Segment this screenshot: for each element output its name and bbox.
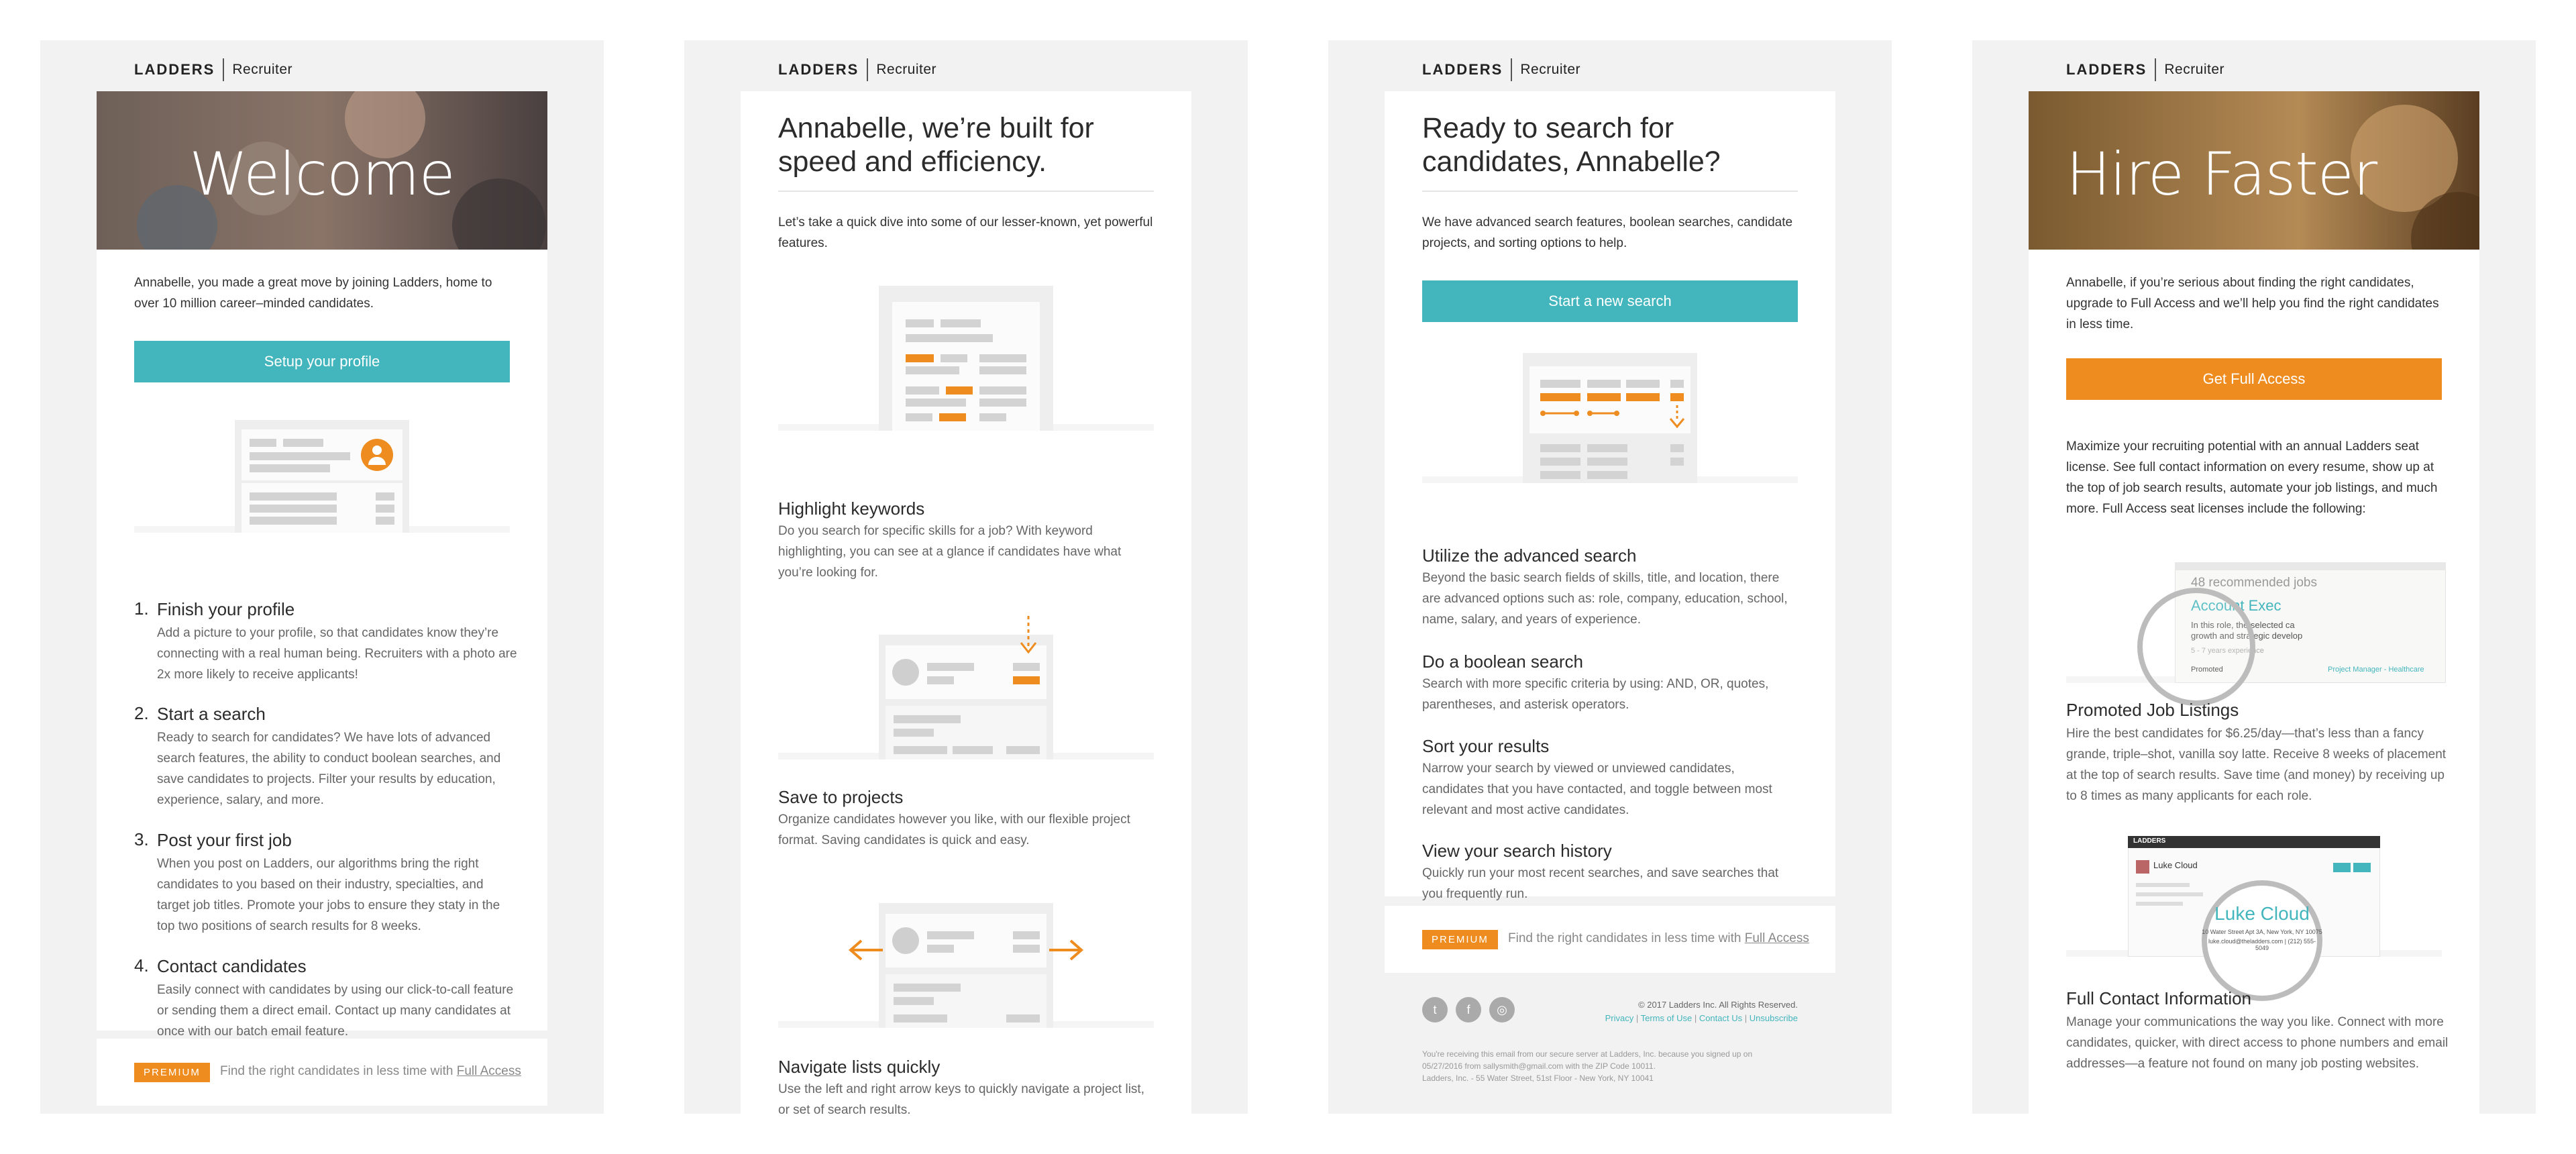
terms-link[interactable]: Terms of Use: [1640, 1013, 1693, 1023]
premium-footer: [1385, 906, 1835, 973]
arrow-down-icon: [1018, 615, 1038, 658]
logo-divider: [2155, 58, 2156, 81]
step-number: 1.: [134, 598, 149, 619]
job-line: In this role, the selected ca: [2191, 620, 2295, 630]
feature-body: Beyond the basic search fields of skills, title, and location, there are advanced options such as: role, company, education, school, name, salary, and years of experience.: [1422, 571, 1788, 627]
mini-brand: LADDERS: [2133, 837, 2166, 845]
get-full-access-button[interactable]: Get Full Access: [2066, 358, 2442, 400]
intro-text: We have advanced search features, boolean searches, candidate projects, and sorting options to help.: [1422, 215, 1793, 250]
email-body: [2029, 91, 2479, 1114]
feature-title: Do a boolean search: [1422, 651, 1583, 672]
step-number: 3.: [134, 829, 149, 849]
candidate-name: Luke Cloud: [2153, 860, 2198, 870]
feature-body: Hire the best candidates for $6.25/day—that’s less than a fancy grande, triple–shot, vanilla soy latte. Receive 8 weeks of placement at the top of search results. Save time (and money) by receiving up to 8 times as many applicants for each role.: [2066, 727, 2447, 803]
email-search: [1328, 40, 1892, 1114]
step-title: Post your first job: [157, 830, 292, 850]
premium-footer: [97, 1039, 547, 1106]
feature-title: Highlight keywords: [778, 499, 925, 519]
hero-banner: [2029, 91, 2479, 250]
save-project-illustration: [778, 615, 1154, 764]
intro-text: Let’s take a quick dive into some of our lesser-known, yet powerful features.: [778, 215, 1153, 250]
setup-profile-button[interactable]: Setup your profile: [134, 341, 510, 382]
step-body: Ready to search for candidates? We have lots of advanced search features, the ability to conduct boolean searches, and save candidates to projects. Filter your results by education, experience, salary, and more.: [157, 731, 501, 807]
logo-sub: Recruiter: [1520, 62, 1581, 77]
arrow-left-icon: [848, 938, 885, 962]
job-title: Account Exec: [2191, 597, 2282, 614]
promoted-badge: Promoted: [2191, 666, 2223, 674]
disclaimer: [1422, 1048, 1825, 1084]
step-title: Finish your profile: [157, 599, 295, 619]
logo-brand: LADDERS: [778, 61, 859, 78]
feature-body: Organize candidates however you like, with our flexible project format. Saving candidates is quick and easy.: [778, 812, 1130, 847]
step-body: Easily connect with candidates by using our click-to-call feature or sending them a direct email. Contact up many candidates at once with our batch email feature.: [157, 983, 514, 1039]
hero-title: Hire Faster: [2066, 140, 2377, 209]
avatar: [2136, 860, 2149, 874]
logo-divider: [1511, 58, 1512, 81]
contact-details: luke.cloud@theladders.com | (212) 555-5049: [2208, 938, 2316, 951]
feature-body: Narrow your search by viewed or unviewed candidates, candidates that you have contacted, and toggle between most relevant and most active candidates.: [1422, 762, 1772, 817]
step-body: When you post on Ladders, our algorithms bring the right candidates to you based on their industry, specialties, and target job titles. Promote your jobs to ensure they staty in the top two positions of search results for 8 weeks.: [157, 857, 500, 933]
footer-links: Privacy | Terms of Use | Contact Us | Unsubscribe: [1605, 1013, 1798, 1023]
profile-illustration: [134, 413, 510, 535]
arrow-right-icon: [1046, 938, 1084, 962]
page-title: Annabelle, we’re built for speed and efficiency.: [778, 112, 1094, 178]
page-title: Ready to search for candidates, Annabelle?: [1422, 112, 1721, 178]
logo-sub: Recruiter: [2164, 62, 2225, 77]
intro-text: Annabelle, if you’re serious about finding the right candidates, upgrade to Full Access and we’ll help you find the right candidates in less time.: [2066, 276, 2439, 331]
feature-title: Utilize the advanced search: [1422, 545, 1637, 566]
logo-divider: [223, 58, 224, 81]
avatar-icon: [361, 439, 393, 471]
feature-body: Do you search for specific skills for a job? With keyword highlighting, you can see at a glance if candidates have what you’re looking for.: [778, 524, 1122, 580]
logo-brand: LADDERS: [1422, 61, 1503, 78]
job-link: Project Manager - Healthcare: [2328, 666, 2424, 674]
email-features: [684, 40, 1248, 1117]
search-illustration: [1422, 353, 1798, 487]
highlight-illustration: [778, 286, 1154, 435]
feature-title: View your search history: [1422, 841, 1612, 861]
ladders-recruiter-logo[interactable]: [1422, 56, 1580, 83]
job-line: growth and strategic develop: [2191, 631, 2303, 641]
privacy-link[interactable]: Privacy: [1605, 1013, 1634, 1023]
hero-banner: [97, 91, 547, 250]
contact-info-screenshot: [2066, 836, 2442, 959]
premium-badge: PREMIUM: [1422, 930, 1498, 949]
logo-divider: [867, 58, 868, 81]
ladders-recruiter-logo[interactable]: [2066, 56, 2224, 83]
magnifier-icon: [2137, 588, 2255, 706]
premium-copy: Find the right candidates in less time with: [1508, 931, 1745, 945]
premium-text: [1508, 931, 1809, 946]
promoted-listing-screenshot: [2066, 558, 2442, 688]
email-body: [97, 91, 547, 1039]
intro-text: Annabelle, you made a great move by joining Ladders, home to over 10 million career–minded candidates.: [134, 276, 492, 311]
step-number: 2.: [134, 703, 149, 723]
email-body: [741, 91, 1191, 1117]
disclaimer-line: Ladders, Inc. - 55 Water Street, 51st Floor - New York, NY 10041: [1422, 1073, 1654, 1083]
full-access-link[interactable]: Full Access: [456, 1064, 521, 1078]
body-text: Maximize your recruiting potential with an annual Ladders seat license. See full contact information on every resume, show up at the top of job search results, automate your job listings, and much more. Full Access seat licenses include the following:: [2066, 439, 2438, 516]
feature-body: Quickly run your most recent searches, and save searches that you frequently run.: [1422, 866, 1779, 901]
twitter-icon[interactable]: t: [1422, 997, 1448, 1022]
disclaimer-line: 05/27/2016 from sallysmith@gmail.com with the ZIP Code 10011.: [1422, 1061, 1656, 1071]
feature-body: Use the left and right arrow keys to quickly navigate a project list, or set of search results.: [778, 1082, 1144, 1117]
contact-name: Luke Cloud: [2214, 903, 2310, 924]
job-meta: 5 - 7 years experience: [2191, 647, 2264, 655]
logo-brand: LADDERS: [134, 61, 215, 78]
full-access-link[interactable]: Full Access: [1744, 931, 1809, 945]
ladders-recruiter-logo[interactable]: [778, 56, 936, 83]
filter-sliders-icon: [1536, 405, 1697, 432]
premium-text: [220, 1064, 521, 1079]
feature-title: Promoted Job Listings: [2066, 700, 2239, 720]
navigate-illustration: [778, 883, 1154, 1032]
logo-sub: Recruiter: [876, 62, 937, 77]
logo-sub: Recruiter: [232, 62, 293, 77]
contact-link[interactable]: Contact Us: [1699, 1013, 1743, 1023]
ladders-recruiter-logo[interactable]: [134, 56, 292, 83]
feature-title: Navigate lists quickly: [778, 1057, 941, 1077]
unsubscribe-link[interactable]: Unsubscribe: [1749, 1013, 1798, 1023]
premium-badge: PREMIUM: [134, 1063, 210, 1082]
disclaimer-line: You're receiving this email from our secure server at Ladders, Inc. because you signed up on: [1422, 1049, 1753, 1059]
step-body: Add a picture to your profile, so that candidates know they’re connecting with a real human being. Recruiters with a photo are 2x more likely to receive applicants!: [157, 626, 517, 682]
step-title: Start a search: [157, 704, 266, 724]
recommended-jobs: 48 recommended jobs: [2191, 576, 2317, 590]
step-title: Contact candidates: [157, 956, 307, 976]
instagram-icon[interactable]: ◎: [1489, 997, 1515, 1022]
contact-address: 10 Water Street Apt 3A, New York, NY 10075: [2202, 929, 2322, 935]
feature-title: Sort your results: [1422, 736, 1550, 756]
logo-brand: LADDERS: [2066, 61, 2147, 78]
feature-title: Save to projects: [778, 787, 904, 807]
start-new-search-button[interactable]: Start a new search: [1422, 280, 1798, 322]
email-welcome: [40, 40, 604, 1114]
feature-title: Full Contact Information: [2066, 988, 2252, 1008]
step-number: 4.: [134, 955, 149, 976]
email-body: [1385, 91, 1835, 901]
copyright: © 2017 Ladders Inc. All Rights Reserved.: [1638, 1000, 1798, 1010]
feature-body: Search with more specific criteria by using: AND, OR, quotes, parentheses, and asterisk operators.: [1422, 677, 1769, 712]
feature-body: Manage your communications the way you like. Connect with more candidates, quicker, with direct access to phone numbers and email addresses—a feature not found on many job posting websites.: [2066, 1015, 2449, 1071]
facebook-icon[interactable]: f: [1456, 997, 1481, 1022]
hero-title: Welcome: [189, 140, 455, 209]
premium-copy: Find the right candidates in less time with: [220, 1064, 457, 1078]
email-hire-faster: [1972, 40, 2536, 1114]
divider: [1422, 191, 1798, 192]
divider: [778, 191, 1154, 192]
